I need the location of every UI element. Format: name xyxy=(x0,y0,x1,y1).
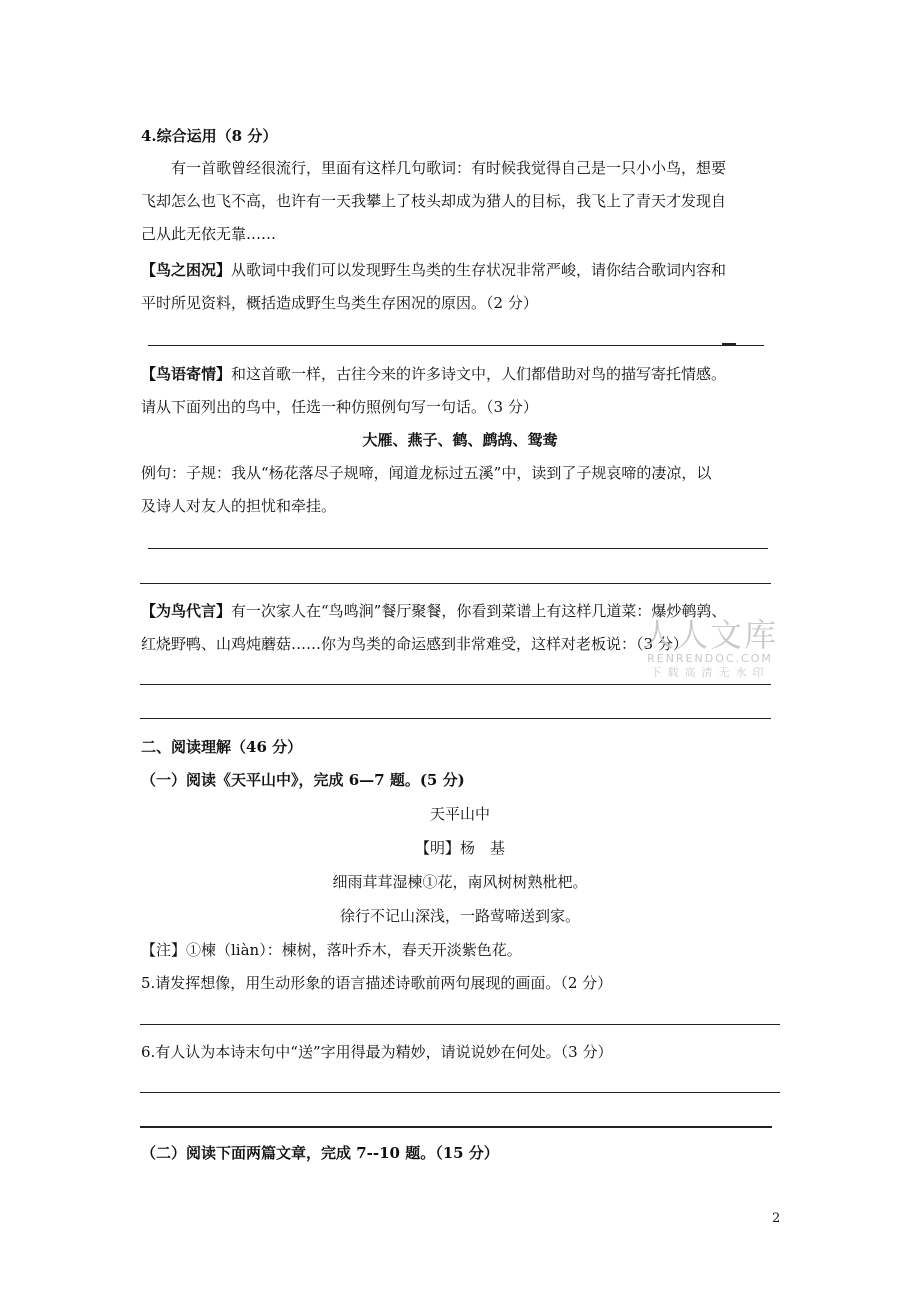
bird-list: 大雁、燕子、鹤、鹧鸪、鸳鸯 xyxy=(362,431,558,449)
answer-line[interactable] xyxy=(148,548,768,549)
answer-line[interactable] xyxy=(140,718,771,719)
answer-line[interactable] xyxy=(148,345,764,346)
q4-intro-line-2: 飞却怎么也飞不高，也许有一天我攀上了枝头却成为猎人的目标，我飞上了青天才发现自 xyxy=(141,192,727,210)
answer-line-mark xyxy=(722,343,736,345)
answer-line[interactable] xyxy=(140,1092,780,1093)
q4-intro-line-1: 有一首歌曾经很流行，里面有这样几句歌词：有时候我觉得自己是一只小小鸟，想要 xyxy=(171,159,727,177)
part2-line-1 xyxy=(141,364,726,384)
poem-title: 天平山中 xyxy=(429,805,490,823)
page-number: 2 xyxy=(772,1211,781,1226)
answer-line[interactable] xyxy=(140,684,771,685)
watermark-logo-text: 人人文库 xyxy=(641,616,778,654)
part3-line-2: 红烧野鸭、山鸡炖蘑菇……你为鸟类的命运感到非常难受，这样对老板说：（3 分） xyxy=(141,635,688,653)
poem-line-1: 细雨茸茸湿楝①花，南风树树熟枇杷。 xyxy=(332,873,588,891)
watermark-tagline: 下载高清无水印 xyxy=(650,666,770,679)
part2-label: 【鸟语寄情】 xyxy=(141,365,232,383)
part1-label: 【鸟之困况】 xyxy=(141,261,232,279)
poem-note: 【注】①楝（liàn）：楝树，落叶乔木，春天开淡紫色花。 xyxy=(141,941,522,959)
q4-intro-line-3: 己从此无依无靠…… xyxy=(141,225,277,243)
watermark-url: RENRENDOC.COM xyxy=(647,652,773,665)
example-line-1: 例句：子规：我从“杨花落尽子规啼，闻道龙标过五溪”中，读到了子规哀啼的凄凉，以 xyxy=(141,464,712,482)
part3-line-1 xyxy=(141,601,726,621)
poem-author: 【明】杨 基 xyxy=(414,839,505,857)
watermark xyxy=(640,618,780,680)
part3-label: 【为鸟代言】 xyxy=(141,602,232,620)
section2-heading: 二、阅读理解（46 分） xyxy=(141,738,303,756)
q4-heading: 4.综合运用（8 分） xyxy=(141,127,278,145)
poem-line-2: 徐行不记山深浅，一路莺啼送到家。 xyxy=(339,907,580,925)
q6-text: 6.有人认为本诗末句中“送”字用得最为精妙，请说说妙在何处。（3 分） xyxy=(141,1043,613,1061)
part1-text-1: 从歌词中我们可以发现野生鸟类的生存状况非常严峻，请你结合歌词内容和 xyxy=(231,261,727,279)
part1-line-1 xyxy=(141,260,726,280)
part2-text-1: 和这首歌一样，古往今来的许多诗文中，人们都借助对鸟的描写寄托情感。 xyxy=(231,365,727,383)
q5-text: 5.请发挥想像，用生动形象的语言描述诗歌前两句展现的画面。（2 分） xyxy=(141,974,613,992)
sub2-heading: （二）阅读下面两篇文章，完成 7--10 题。（15 分） xyxy=(141,1144,499,1162)
answer-line[interactable] xyxy=(140,1126,772,1128)
part3-text-1: 有一次家人在“鸟鸣涧”餐厅聚餐，你看到菜谱上有这样几道菜：爆炒鹌鹑、 xyxy=(231,602,727,620)
part2-line-2: 请从下面列出的鸟中，任选一种仿照例句写一句话。（3 分） xyxy=(141,398,538,416)
answer-line[interactable] xyxy=(140,583,771,584)
answer-line[interactable] xyxy=(140,1024,780,1025)
part1-line-2: 平时所见资料，概括造成野生鸟类生存困况的原因。（2 分） xyxy=(141,294,538,312)
sub1-heading: （一）阅读《天平山中》，完成 6—7 题。(5 分) xyxy=(141,771,465,789)
example-line-2: 及诗人对友人的担忧和牵挂。 xyxy=(141,497,337,515)
